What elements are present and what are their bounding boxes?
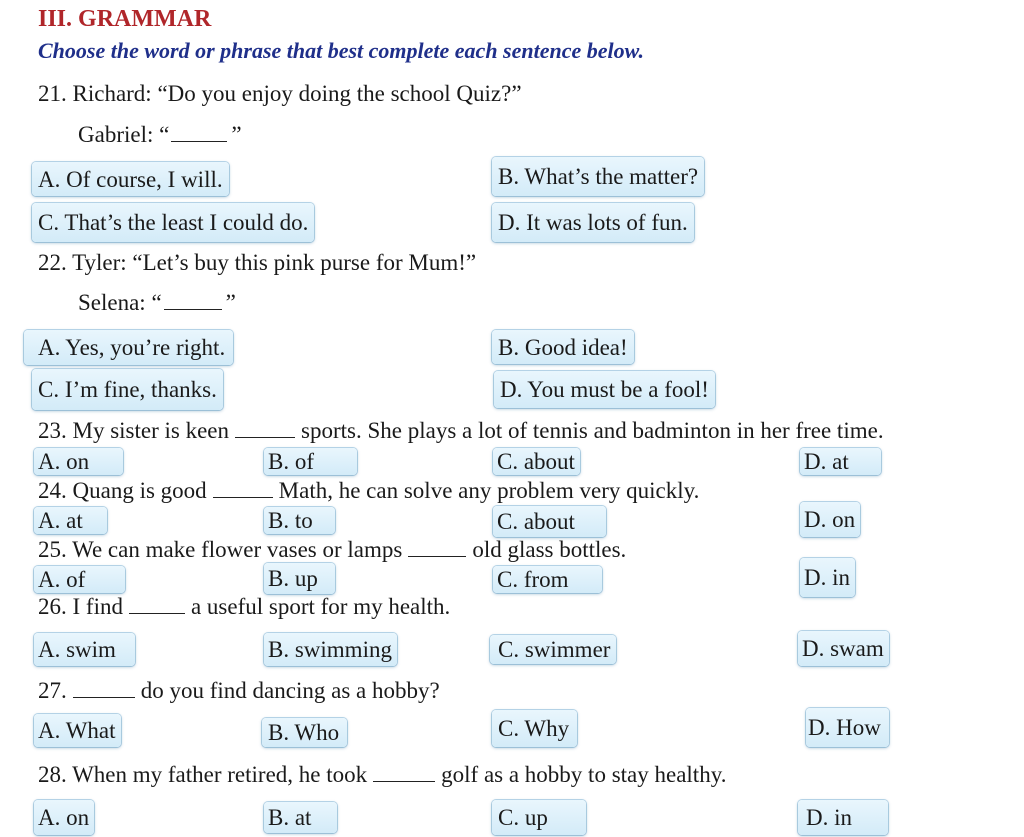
question-23-text: [38, 418, 884, 444]
q27-option-c[interactable]: C. Why: [492, 710, 577, 747]
answer-blank: [408, 555, 466, 557]
q28-option-d[interactable]: D. in: [798, 800, 888, 835]
question-21-response: [78, 122, 242, 148]
q24-option-c[interactable]: C. about: [493, 506, 606, 537]
q26-option-a[interactable]: A. swim: [34, 633, 135, 666]
q22-option-b[interactable]: B. Good idea!: [492, 330, 634, 364]
question-22-text: 22. Tyler: “Let’s buy this pink purse for Mum!”: [38, 250, 477, 275]
q28-text-after: golf as a hobby to stay healthy.: [441, 762, 727, 787]
q21-response-suffix: ”: [231, 122, 242, 147]
q23-option-a[interactable]: A. on: [34, 448, 123, 475]
q27-option-b[interactable]: B. Who: [262, 718, 347, 747]
q24-option-a[interactable]: A. at: [34, 507, 107, 534]
q21-option-b[interactable]: B. What’s the matter?: [492, 157, 704, 196]
section-instruction: Choose the word or phrase that best complete each sentence below.: [38, 38, 644, 63]
q27-option-d[interactable]: D. How: [806, 708, 889, 747]
question-26-text: [38, 594, 450, 620]
answer-blank: [171, 140, 227, 142]
q23-option-c[interactable]: C. about: [493, 448, 580, 475]
q22-option-a[interactable]: A. Yes, you’re right.: [24, 330, 233, 365]
answer-blank: [73, 696, 135, 698]
q28-option-a[interactable]: A. on: [34, 800, 94, 835]
q26-option-b[interactable]: B. swimming: [264, 633, 397, 666]
q21-option-c[interactable]: C. That’s the least I could do.: [32, 203, 314, 242]
q25-text-before: 25. We can make flower vases or lamps: [38, 537, 403, 562]
q22-option-d[interactable]: D. You must be a fool!: [494, 371, 715, 408]
q23-option-b[interactable]: B. of: [264, 448, 357, 475]
q21-option-a[interactable]: A. Of course, I will.: [32, 162, 229, 196]
q26-text-before: 26. I find: [38, 594, 123, 619]
q25-text-after: old glass bottles.: [472, 537, 627, 562]
question-22-response: [78, 290, 236, 316]
q23-text-before: 23. My sister is keen: [38, 418, 230, 443]
q24-option-b[interactable]: B. to: [264, 507, 335, 534]
section-heading: III. GRAMMAR: [38, 6, 212, 32]
q25-option-c[interactable]: C. from: [493, 566, 602, 593]
q24-text-before: 24. Quang is good: [38, 478, 207, 503]
question-27-text: [38, 678, 440, 704]
q28-option-c[interactable]: C. up: [492, 800, 586, 835]
q28-option-b[interactable]: B. at: [264, 802, 337, 833]
question-25-text: [38, 537, 626, 563]
q22-option-c[interactable]: C. I’m fine, thanks.: [32, 369, 223, 410]
q28-text-before: 28. When my father retired, he took: [38, 762, 368, 787]
q25-option-b[interactable]: B. up: [264, 563, 335, 594]
q22-response-suffix: ”: [225, 290, 236, 315]
answer-blank: [213, 496, 273, 498]
question-28-text: [38, 762, 726, 788]
q26-text-after: a useful sport for my health.: [190, 594, 451, 619]
question-21-text: 21. Richard: “Do you enjoy doing the school Quiz?”: [38, 81, 522, 106]
q26-option-d[interactable]: D. swam: [798, 631, 889, 666]
answer-blank: [129, 612, 185, 614]
q21-option-d[interactable]: D. It was lots of fun.: [492, 203, 694, 242]
q24-text-after: Math, he can solve any problem very quickly.: [278, 478, 700, 503]
answer-blank: [164, 308, 222, 310]
answer-blank: [235, 436, 295, 438]
q26-option-c[interactable]: C. swimmer: [490, 635, 616, 664]
q27-option-a[interactable]: A. What: [34, 714, 121, 747]
q25-option-a[interactable]: A. of: [34, 566, 125, 593]
q23-text-after: sports. She plays a lot of tennis and badminton in her free time.: [301, 418, 884, 443]
answer-blank: [373, 780, 435, 782]
q23-option-d[interactable]: D. at: [800, 448, 881, 475]
q22-response-prefix: Selena: “: [78, 290, 162, 315]
q24-option-d[interactable]: D. on: [800, 502, 860, 537]
q27-text-after: do you find dancing as a hobby?: [140, 678, 440, 703]
q21-response-prefix: Gabriel: “: [78, 122, 170, 147]
question-24-text: [38, 478, 699, 504]
q25-option-d[interactable]: D. in: [800, 558, 855, 597]
q27-text-before: 27.: [38, 678, 67, 703]
